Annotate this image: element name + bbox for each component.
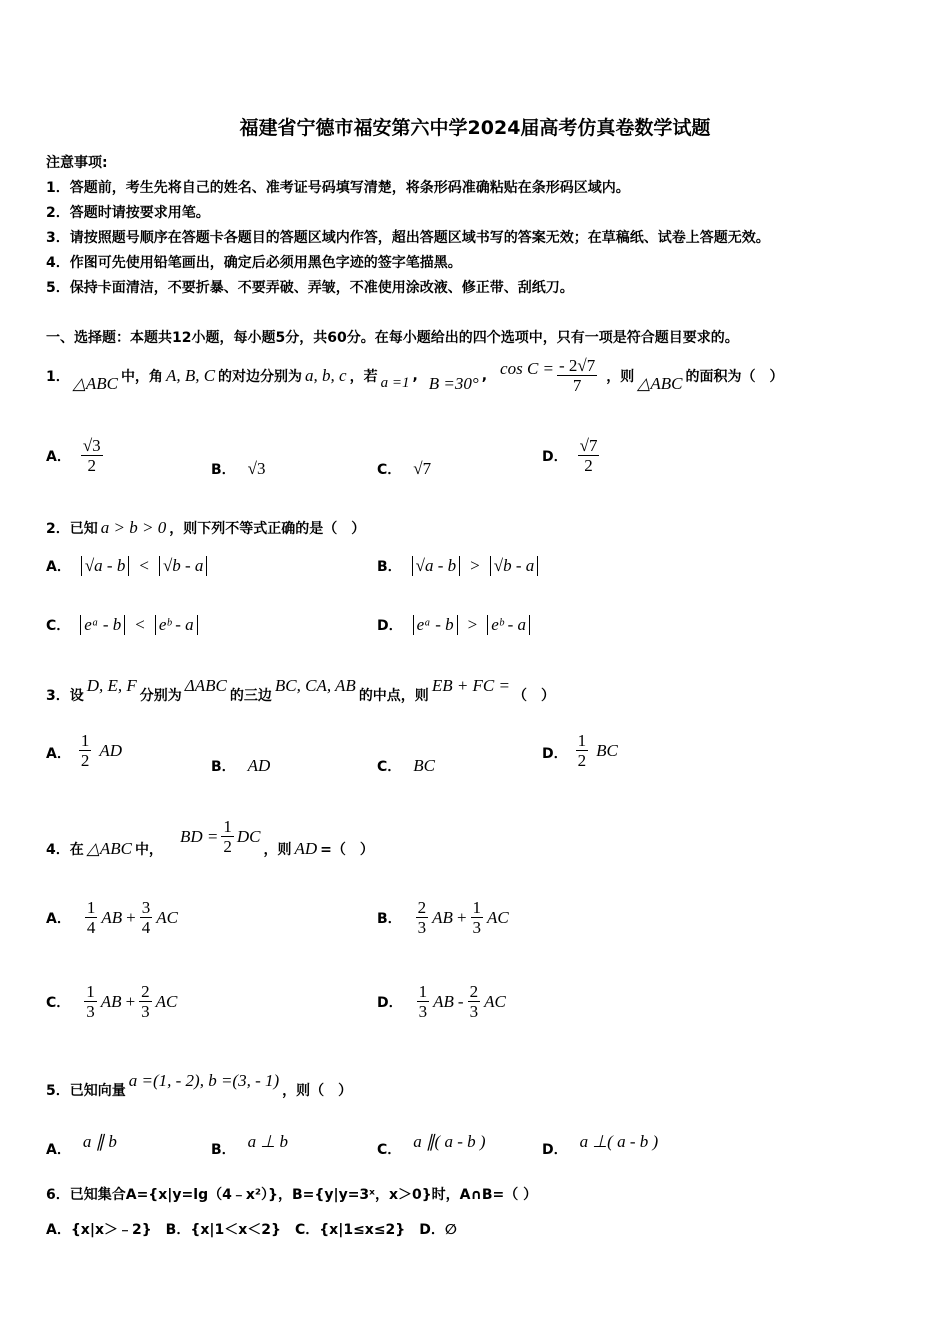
q4-option-c[interactable]: C． $\frac{1}{3}$ AB + $\frac{2}{3}$ AC bbox=[46, 982, 178, 1021]
q1-cos: cos C = bbox=[500, 358, 555, 378]
q4-option-a[interactable]: A． $\frac{1}{4}$ AB + $\frac{3}{4}$ AC bbox=[46, 898, 178, 937]
note-item: 5．保持卡面清洁，不要折暴、不要弄破、弄皱，不准使用涂改液、修正带、刮纸刀。 bbox=[46, 280, 574, 296]
q3-option-d[interactable]: D． $\frac{1}{2}$ BC bbox=[542, 731, 618, 770]
triangle-abc: △ABC bbox=[86, 838, 132, 858]
question-3: 3．设 D, E, F 分别为 ΔABC 的三边 BC, CA, AB 的中点，则 EB + FC = （ ） bbox=[46, 676, 555, 704]
question-number: 1． bbox=[46, 368, 70, 385]
q3-option-a[interactable]: A． $\frac{1}{2}$ AD bbox=[46, 731, 123, 770]
q1-cond-a: a =1 bbox=[380, 375, 410, 391]
q6-options[interactable]: A．{x|x＞﹣2} B．{x|1＜x＜2} C．{x|1≤x≤2} D．∅ bbox=[46, 1222, 457, 1238]
q5-option-c[interactable]: C． a ∥( a - b ) bbox=[377, 1132, 486, 1158]
q2-condition: a > b > 0 bbox=[100, 518, 167, 537]
q1-text: 的对边分别为 bbox=[218, 368, 303, 385]
q5-option-b[interactable]: B． a ⊥ b bbox=[211, 1132, 288, 1158]
q1-sides: a, b, c bbox=[305, 365, 347, 385]
section-heading: 一、选择题：本题共12小题，每小题5分，共60分。在每小题给出的四个选项中，只有一项是符合题目要求的。 bbox=[46, 330, 739, 346]
page-title: 福建省宁德市福安第六中学2024届高考仿真卷数学试题 bbox=[239, 117, 711, 139]
q2-option-d[interactable]: D． eᵃ - b > eᵇ - a bbox=[377, 615, 530, 635]
q3-option-b[interactable]: B． AD bbox=[211, 756, 271, 775]
q1-option-c[interactable]: C． √7 bbox=[377, 459, 432, 478]
note-item: 1．答题前，考生先将自己的姓名、准考证号码填写清楚，将条形码准确粘贴在条形码区域内。 bbox=[46, 180, 630, 196]
q1-cond-b: B =30° bbox=[428, 373, 479, 393]
q1-text: ，若 bbox=[349, 368, 378, 385]
q3-expression: EB + FC = bbox=[431, 676, 510, 695]
q1-option-b[interactable]: B． √3 bbox=[211, 459, 266, 478]
question-1: 1． △ABC 中，角 A, B, C 的对边分别为 a, b, c ，若 a =1 , B =30° , cos C = $\frac{- 2√7}{7}$ ，则 △ABC 的面积为（ ） bbox=[46, 356, 784, 395]
q5-vectors: a =(1, - 2), b =(3, - 1) bbox=[128, 1071, 280, 1090]
triangle-abc: △ABC bbox=[72, 373, 118, 393]
q5-option-a[interactable]: A． a ∥ b bbox=[46, 1132, 117, 1158]
q4-option-d[interactable]: D． $\frac{1}{3}$ AB - $\frac{2}{3}$ AC bbox=[377, 982, 506, 1021]
q1-option-d[interactable]: D． $\frac{√7}{2}$ bbox=[542, 436, 598, 475]
question-5: 5．已知向量 a =(1, - 2), b =(3, - 1) ，则（ ） bbox=[46, 1071, 353, 1099]
question-2: 2．已知 a > b > 0 ，则下列不等式正确的是（ ） bbox=[46, 518, 366, 537]
q2-option-a[interactable]: A． √a - b < √b - a bbox=[46, 556, 207, 576]
note-item: 4．作图可先使用铅笔画出，确定后必须用黑色字迹的签字笔描黑。 bbox=[46, 255, 462, 271]
q2-option-c[interactable]: C． eᵃ - b < eᵇ - a bbox=[46, 615, 198, 635]
triangle-abc: △ABC bbox=[637, 373, 683, 393]
q3-option-c[interactable]: C． BC bbox=[377, 756, 436, 775]
note-item: 2．答题时请按要求用笔。 bbox=[46, 205, 210, 221]
q1-option-a[interactable]: A． $\frac{√3}{2}$ bbox=[46, 436, 101, 475]
note-item: 3．请按照题号顺序在答题卡各题目的答题区域内作答，超出答题区域书写的答案无效；在草稿纸、试卷上答题无效。 bbox=[46, 230, 770, 246]
question-4: 4．在 △ABC 中， BD = $\frac{1}{2}$ DC ，则 AD =（ ） bbox=[46, 817, 374, 858]
q5-option-d[interactable]: D． a ⊥( a - b ) bbox=[542, 1132, 659, 1158]
q1-angles: A, B, C bbox=[165, 365, 216, 385]
q1-text: 中，角 bbox=[120, 368, 163, 385]
question-6: 6．已知集合A={x|y=lg（4﹣x²）}，B={y|y=3ˣ，x＞0}时，A∩B=（ ） bbox=[46, 1187, 538, 1203]
q1-text: 的面积为（ ） bbox=[685, 368, 784, 385]
q1-cos-fraction: $\frac{- 2√7}{7}$ bbox=[559, 356, 596, 395]
q2-option-b[interactable]: B． √a - b > √b - a bbox=[377, 556, 538, 576]
notes-heading: 注意事项: bbox=[46, 155, 108, 171]
q4-option-b[interactable]: B． $\frac{2}{3}$ AB + $\frac{1}{3}$ AC bbox=[377, 898, 509, 937]
q1-text: ，则 bbox=[606, 368, 635, 385]
